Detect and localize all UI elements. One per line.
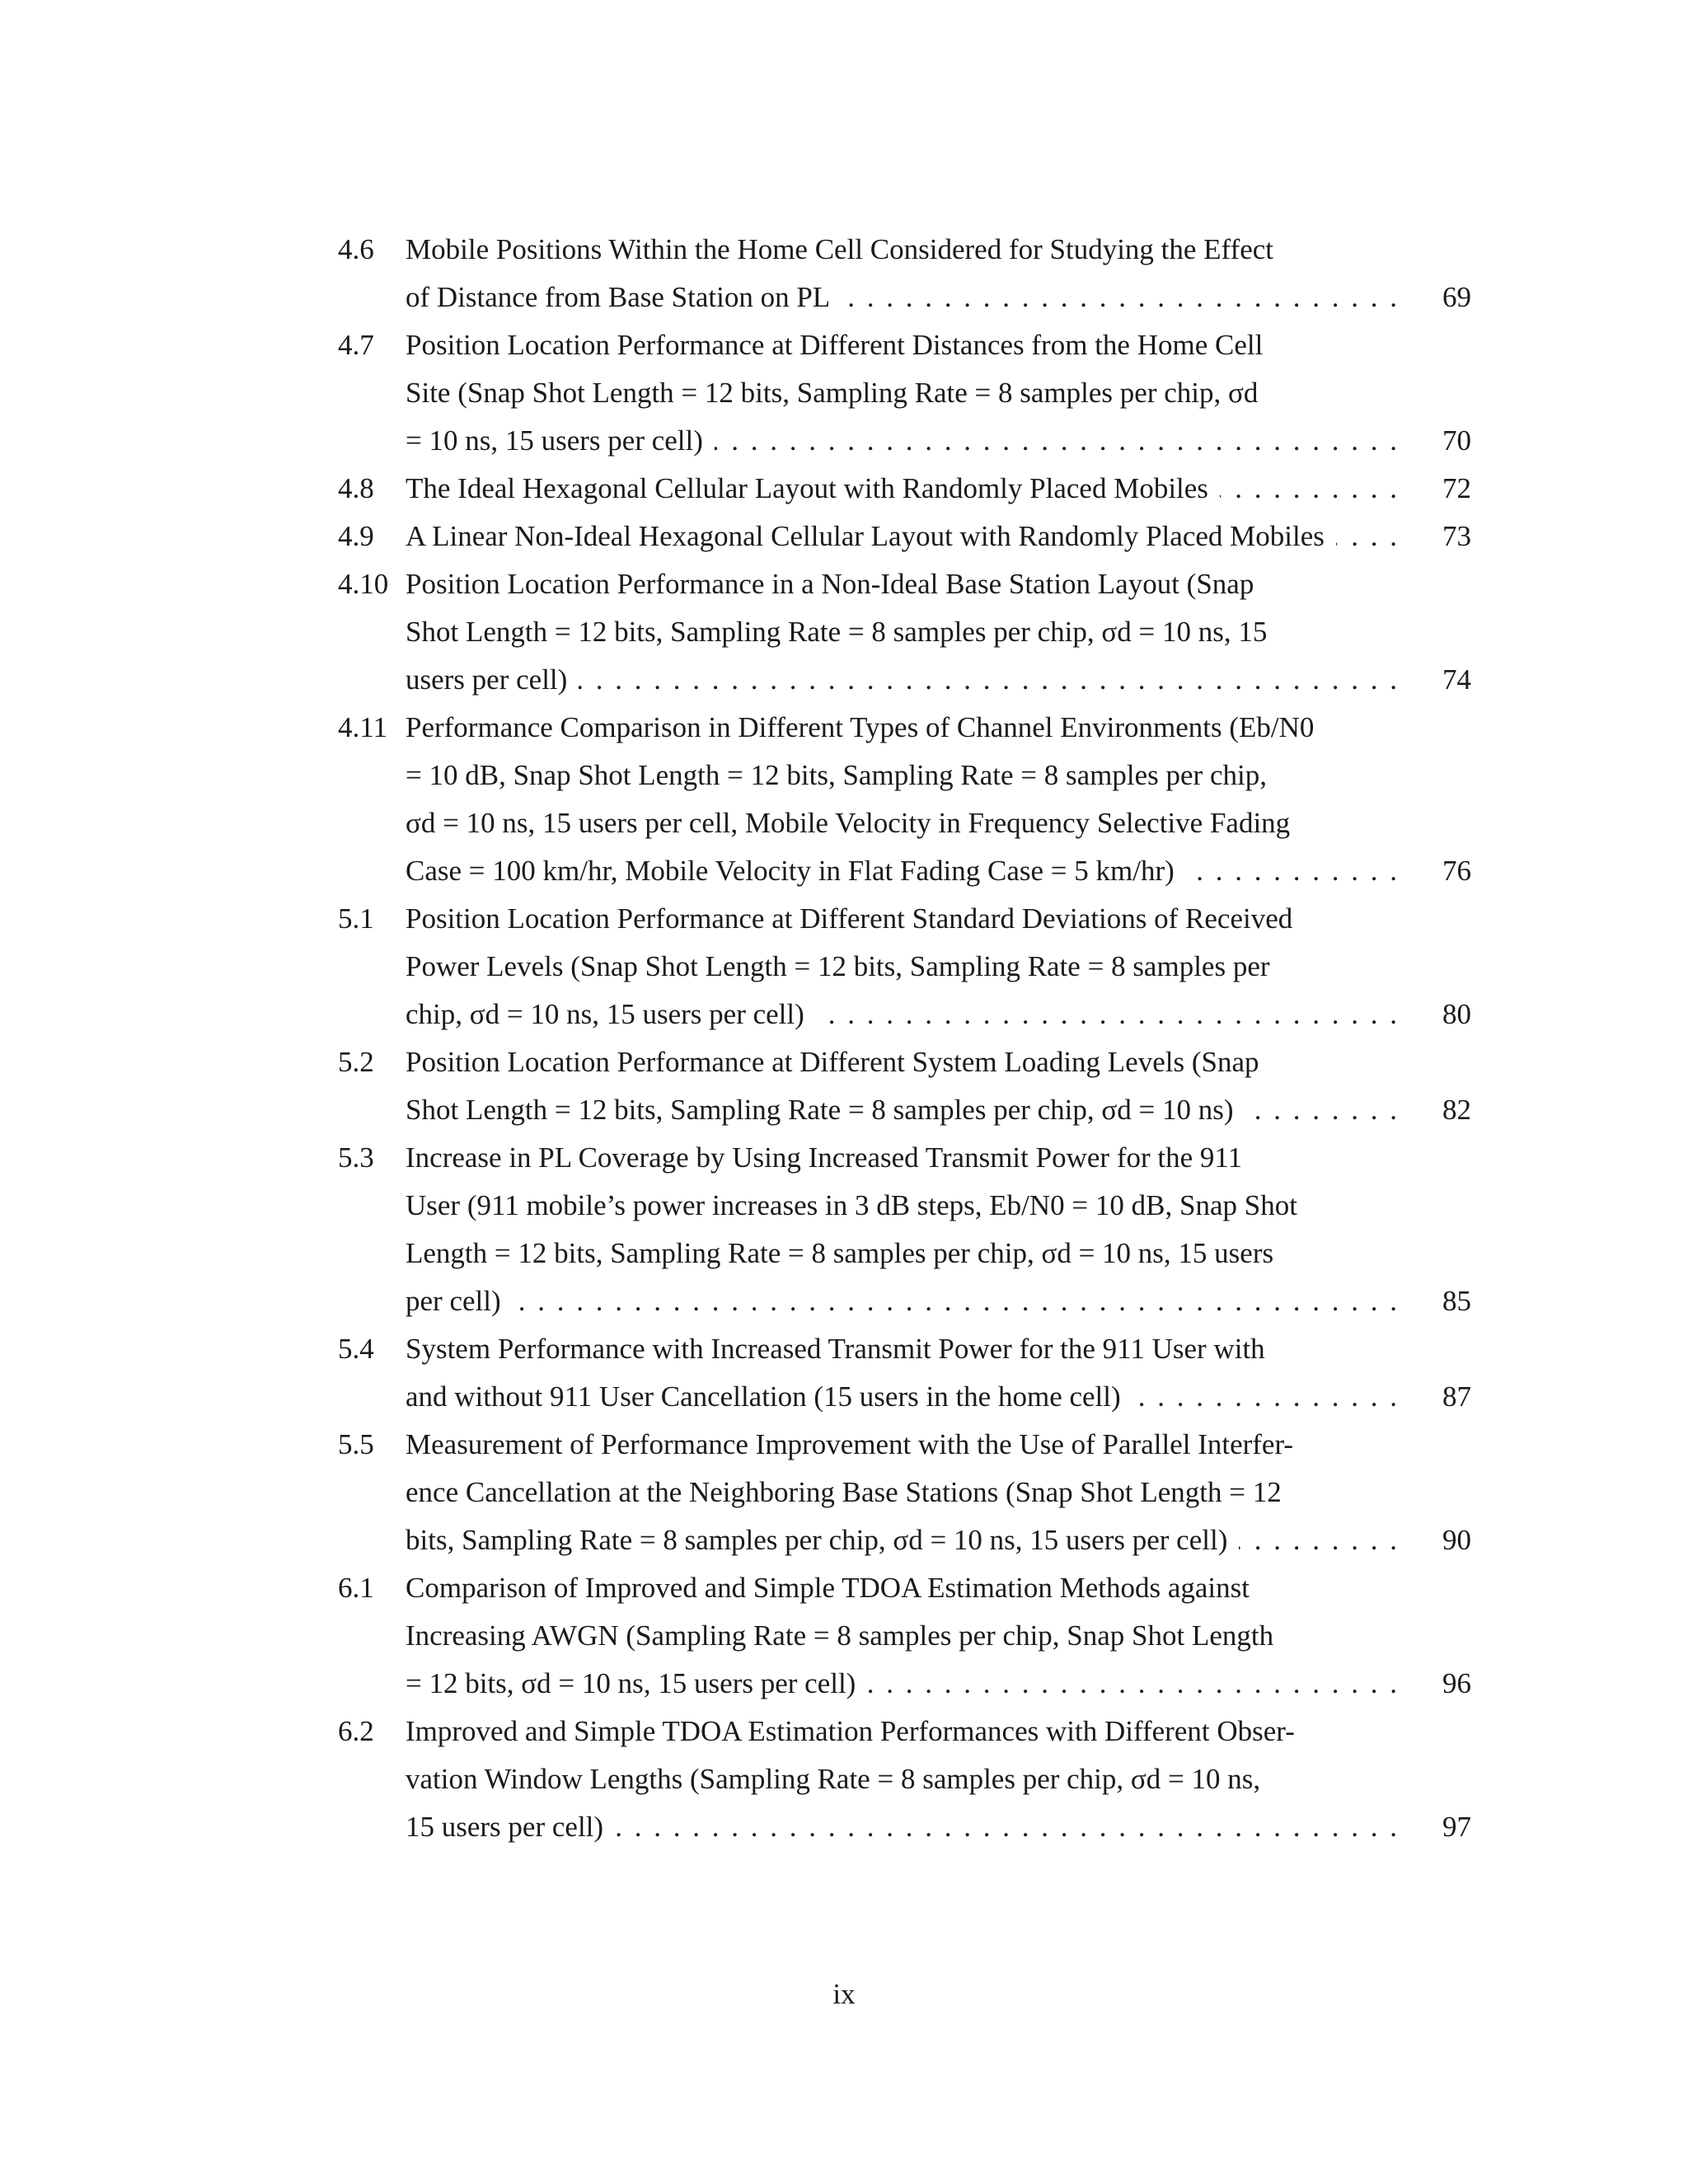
figure-caption-line: chip, σd = 10 ns, 15 users per cell) [406, 991, 816, 1038]
figure-caption-line: Power Levels (Snap Shot Length = 12 bits, Sampling Rate = 8 samples per [406, 950, 1270, 982]
figure-entry[interactable] [338, 1708, 1471, 1851]
figure-number: 4.6 [338, 233, 374, 265]
figure-entry[interactable] [338, 1421, 1471, 1564]
figure-caption-line: Case = 100 km/hr, Mobile Velocity in Flat Fading Case = 5 km/hr) [406, 847, 1186, 895]
figure-entry[interactable] [338, 321, 1471, 465]
figure-entry[interactable] [338, 560, 1471, 704]
figure-caption-line: users per cell) [406, 656, 579, 704]
figure-caption-line: Improved and Simple TDOA Estimation Performances with Different Obser- [406, 1715, 1295, 1747]
figure-caption-line: The Ideal Hexagonal Cellular Layout with Randomly Placed Mobiles [406, 465, 1220, 513]
figure-number: 5.2 [338, 1046, 374, 1078]
figure-number: 6.1 [338, 1572, 374, 1604]
figure-caption-line: User (911 mobile’s power increases in 3 dB steps, Eb/N0 = 10 dB, Snap Shot [406, 1189, 1297, 1221]
figure-caption-line: Measurement of Performance Improvement with the Use of Parallel Interfer- [406, 1428, 1294, 1460]
figure-caption-line: A Linear Non-Ideal Hexagonal Cellular Layout with Randomly Placed Mobiles [406, 513, 1336, 560]
figure-page-number: 73 [1422, 513, 1471, 560]
figure-number: 5.5 [338, 1428, 374, 1460]
figure-caption-line: Site (Snap Shot Length = 12 bits, Sampling Rate = 8 samples per chip, σd [406, 377, 1259, 409]
figure-page-number: 74 [1422, 656, 1471, 704]
figure-page-number: 69 [1422, 274, 1471, 321]
figure-caption-line: Shot Length = 12 bits, Sampling Rate = 8 samples per chip, σd = 10 ns, 15 [406, 616, 1268, 648]
figure-entry[interactable] [338, 465, 1471, 513]
figure-caption-line: Increase in PL Coverage by Using Increased Transmit Power for the 911 [406, 1141, 1243, 1174]
figure-caption-line: Shot Length = 12 bits, Sampling Rate = 8 samples per chip, σd = 10 ns) [406, 1086, 1245, 1134]
figure-caption-line: Mobile Positions Within the Home Cell Considered for Studying the Effect [406, 233, 1274, 265]
figure-caption-line: System Performance with Increased Transmit Power for the 911 User with [406, 1333, 1265, 1365]
figure-number: 5.3 [338, 1141, 374, 1174]
figure-caption-line: Position Location Performance at Different Standard Deviations of Received [406, 902, 1293, 935]
figure-page-number: 70 [1422, 417, 1471, 465]
figure-caption-line: = 10 ns, 15 users per cell) [406, 417, 715, 465]
figure-entry[interactable] [338, 704, 1471, 895]
figure-entry[interactable] [338, 226, 1471, 321]
figure-page-number: 76 [1422, 847, 1471, 895]
figure-number: 6.2 [338, 1715, 374, 1747]
figure-caption-line: = 10 dB, Snap Shot Length = 12 bits, Sampling Rate = 8 samples per chip, [406, 759, 1267, 791]
figure-caption-line: = 12 bits, σd = 10 ns, 15 users per cell) [406, 1660, 867, 1708]
figure-page-number: 90 [1422, 1516, 1471, 1564]
figure-number: 5.4 [338, 1333, 374, 1365]
figure-page-number: 85 [1422, 1277, 1471, 1325]
figure-entry[interactable] [338, 1134, 1471, 1325]
figure-caption-line: and without 911 User Cancellation (15 users in the home cell) [406, 1373, 1132, 1421]
figure-caption-line: 15 users per cell) [406, 1803, 615, 1851]
figure-number: 4.11 [338, 711, 387, 743]
figure-caption-line: Comparison of Improved and Simple TDOA Estimation Methods against [406, 1572, 1250, 1604]
figure-page-number: 82 [1422, 1086, 1471, 1134]
figure-page-number: 96 [1422, 1660, 1471, 1708]
figure-caption-line: Position Location Performance at Different Distances from the Home Cell [406, 329, 1264, 361]
figure-number: 4.10 [338, 568, 389, 600]
figure-caption-line: Position Location Performance in a Non-Ideal Base Station Layout (Snap [406, 568, 1254, 600]
figure-entry[interactable] [338, 513, 1471, 560]
figure-page-number: 97 [1422, 1803, 1471, 1851]
figure-caption-line: Performance Comparison in Different Types of Channel Environments (Eb/N0 [406, 711, 1315, 743]
figure-number: 4.8 [338, 472, 374, 504]
figure-caption-line: σd = 10 ns, 15 users per cell, Mobile Velocity in Frequency Selective Fading [406, 807, 1291, 839]
dot-leader [437, 1277, 1397, 1325]
figure-page-number: 72 [1422, 465, 1471, 513]
figure-caption-line: vation Window Lengths (Sampling Rate = 8 samples per chip, σd = 10 ns, [406, 1763, 1261, 1795]
figure-page-number: 80 [1422, 991, 1471, 1038]
figure-caption-line: Position Location Performance at Different System Loading Levels (Snap [406, 1046, 1259, 1078]
figure-number: 4.7 [338, 329, 374, 361]
figure-caption-line: bits, Sampling Rate = 8 samples per chip, σd = 10 ns, 15 users per cell) [406, 1516, 1239, 1564]
figure-number: 5.1 [338, 902, 374, 935]
dot-leader [437, 656, 1397, 704]
figure-entry[interactable] [338, 895, 1471, 1038]
page-number: ix [832, 1978, 856, 2010]
figure-number: 4.9 [338, 520, 374, 552]
list-of-figures [338, 226, 1471, 1851]
figure-caption-line: ence Cancellation at the Neighboring Base Stations (Snap Shot Length = 12 [406, 1476, 1282, 1508]
figure-caption-line: Increasing AWGN (Sampling Rate = 8 samples per chip, Snap Shot Length [406, 1619, 1274, 1652]
figure-caption-line: per cell) [406, 1277, 513, 1325]
figure-entry[interactable] [338, 1038, 1471, 1134]
figure-caption-line: Length = 12 bits, Sampling Rate = 8 samples per chip, σd = 10 ns, 15 users [406, 1237, 1274, 1269]
figure-page-number: 87 [1422, 1373, 1471, 1421]
figure-entry[interactable] [338, 1564, 1471, 1708]
figure-caption-line: of Distance from Base Station on PL [406, 274, 842, 321]
figure-entry[interactable] [338, 1325, 1471, 1421]
